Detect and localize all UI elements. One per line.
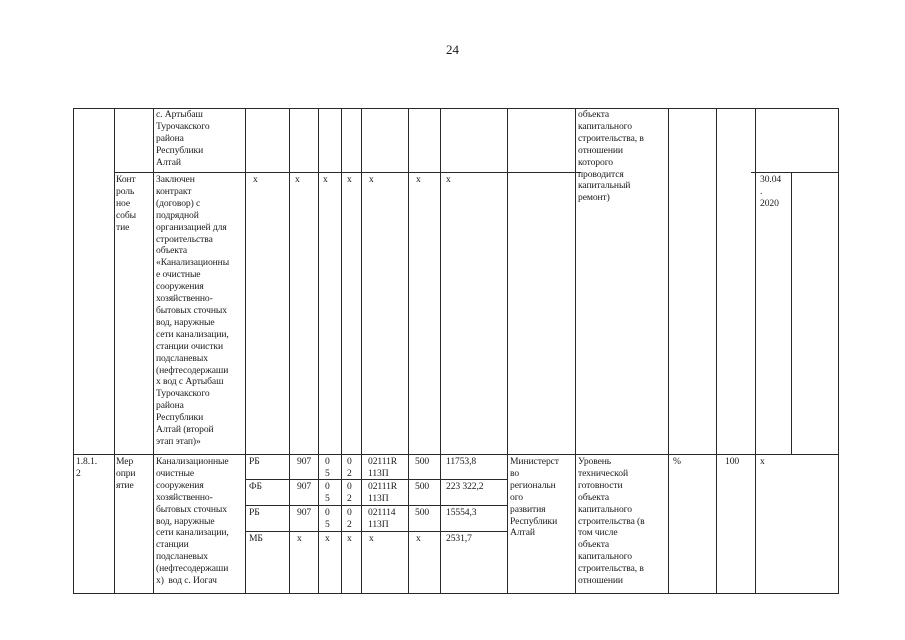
finance-amount: 15554,3 [446, 507, 477, 518]
finance-source: МБ [249, 533, 263, 544]
finance-expense-type: 500 [415, 507, 430, 518]
column-border [361, 108, 362, 594]
row-separator [73, 454, 839, 455]
column-border [408, 108, 409, 594]
column-border [507, 108, 508, 594]
responsible-executor: Министерст во региональн ого развития Республики Алтай [510, 456, 559, 539]
x-mark: х [323, 174, 328, 185]
budget-table [73, 108, 839, 594]
x-mark: х [369, 174, 374, 185]
finance-row-separator [245, 531, 507, 532]
finance-target-item: 02111R 113П [368, 456, 398, 479]
column-border [755, 108, 756, 594]
column-border [245, 108, 246, 594]
finance-source: РБ [249, 456, 260, 467]
x-mark: х [347, 174, 352, 185]
finance-expense-type: 500 [415, 481, 430, 492]
control-event-name: Заключен контракт (договор) с подрядной организацией для строительства объекта «Канализационны е очистные сооружения хозяйственно- бытовых сточных вод, наружные сети канализации, станции очистки подсланевых (нефтесодержаши х вод с Артыбаш Турочакского района Республики Алтай (второй этап этап)» [156, 174, 230, 447]
control-event-type: Конт роль ное собы тие [116, 174, 136, 233]
activity-name: Канализационные очистные сооружения хозяйственно- бытовых сточных вод, наружные сети канализации, станции подсланевых (нефтесодержаши х) вод с. Иогач [156, 456, 229, 587]
finance-grbs: 907 [297, 507, 312, 518]
finance-expense-type: х [416, 533, 421, 544]
finance-target-item: 02111R 113П [368, 481, 398, 504]
finance-amount: 11753,8 [446, 456, 477, 467]
finance-subsection: 0 2 [347, 456, 352, 479]
x-mark: х [295, 174, 300, 185]
finance-section: х [325, 533, 330, 544]
finance-section: 0 5 [325, 456, 330, 479]
row-separator [114, 172, 581, 173]
finance-target-item: 021114 113П [368, 507, 396, 530]
finance-subsection: 0 2 [347, 481, 352, 504]
finance-section: 0 5 [325, 481, 330, 504]
indicator-name: Уровень технической готовности объекта капитального строительства (в том числе объекта капитального строительства, в отношении [578, 456, 645, 587]
column-border [791, 172, 792, 454]
finance-subsection: 0 2 [347, 507, 352, 530]
finance-grbs: х [297, 533, 302, 544]
finance-source: ФБ [249, 481, 262, 492]
indicator-continuation: объекта капитального строительства, в отношении которого проводится капитальный ремонт) [578, 109, 644, 204]
page-number: 24 [446, 42, 459, 57]
column-border [153, 108, 154, 594]
x-mark: х [416, 174, 421, 185]
row-separator [751, 172, 839, 173]
finance-target-item: х [369, 533, 374, 544]
finance-grbs: 907 [297, 481, 312, 492]
finance-subsection: х [347, 533, 352, 544]
object-name-continuation: с. Артыбаш Турочакского района Республики Алтай [156, 109, 210, 168]
column-border [716, 108, 717, 594]
column-border [575, 108, 576, 594]
table-bottom-border [73, 593, 839, 594]
column-border [440, 108, 441, 594]
column-border [114, 108, 115, 594]
finance-row-separator [245, 505, 507, 506]
indicator-target-value: 100 [725, 456, 740, 467]
column-border [289, 108, 290, 594]
control-event-date: 30.04 . 2020 [760, 174, 782, 209]
x-mark: х [253, 174, 258, 185]
column-border [668, 108, 669, 594]
column-border [341, 108, 342, 594]
indicator-unit: % [673, 456, 681, 467]
finance-grbs: 907 [297, 456, 312, 467]
finance-expense-type: 500 [415, 456, 430, 467]
activity-number: 1.8.1. 2 [76, 456, 97, 479]
finance-section: 0 5 [325, 507, 330, 530]
x-mark: х [446, 174, 451, 185]
column-border [73, 108, 74, 594]
finance-source: РБ [249, 507, 260, 518]
table-right-border [838, 108, 839, 594]
activity-type: Мер опри ятие [116, 456, 136, 491]
finance-amount: 223 322,2 [446, 481, 484, 492]
finance-amount: 2531,7 [446, 533, 472, 544]
x-mark: х [760, 456, 765, 467]
column-border [318, 108, 319, 594]
